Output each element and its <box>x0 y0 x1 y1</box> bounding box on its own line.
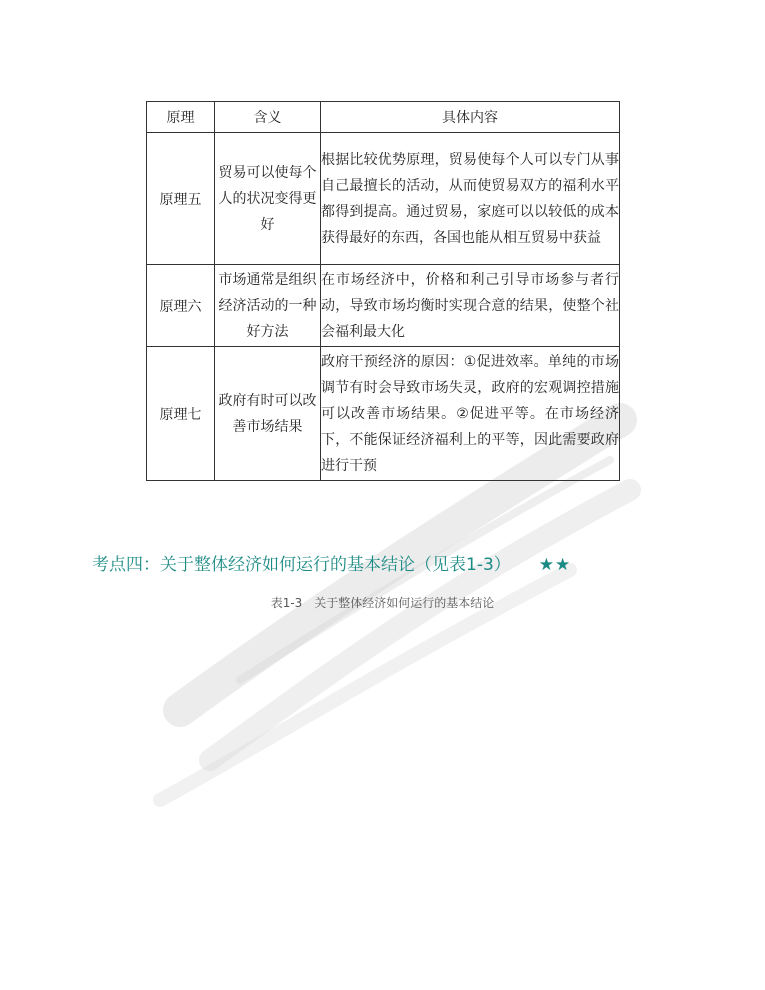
principle-name: 原理七 <box>147 347 215 481</box>
table-caption: 表1-3 关于整体经济如何运行的基本结论 <box>270 596 495 610</box>
principle-content: 政府干预经济的原因：①促进效率。单纯的市场调节有时会导致市场失灵，政府的宏观调控措施可以改善市场结果。②促进平等。在市场经济下，不能保证经济福利上的平等，因此需要政府进行干预 <box>321 347 620 481</box>
principles-table <box>146 101 620 481</box>
header-principle: 原理 <box>147 102 215 133</box>
principle-name: 原理六 <box>147 265 215 347</box>
principle-name: 原理五 <box>147 133 215 265</box>
table-header-row <box>147 102 620 133</box>
table-row <box>147 133 620 265</box>
section-heading-text: 考点四：关于整体经济如何运行的基本结论（见表1-3） <box>92 555 511 575</box>
principle-meaning: 市场通常是组织经济活动的一种好方法 <box>215 265 321 347</box>
principle-meaning: 政府有时可以改善市场结果 <box>215 347 321 481</box>
principle-content: 在市场经济中，价格和利己引导市场参与者行动，导致市场均衡时实现合意的结果，使整个社会福利最大化 <box>321 265 620 347</box>
section-heading <box>92 550 571 575</box>
header-content: 具体内容 <box>321 102 620 133</box>
principle-content: 根据比较优势原理，贸易使每个人可以专门从事自己最擅长的活动，从而使贸易双方的福利水平都得到提高。通过贸易，家庭可以以较低的成本获得最好的东西，各国也能从相互贸易中获益 <box>321 133 620 265</box>
principle-meaning: 贸易可以使每个人的状况变得更好 <box>215 133 321 265</box>
table-row <box>147 265 620 347</box>
table-row <box>147 347 620 481</box>
importance-stars: ★★ <box>538 555 572 575</box>
header-meaning: 含义 <box>215 102 321 133</box>
